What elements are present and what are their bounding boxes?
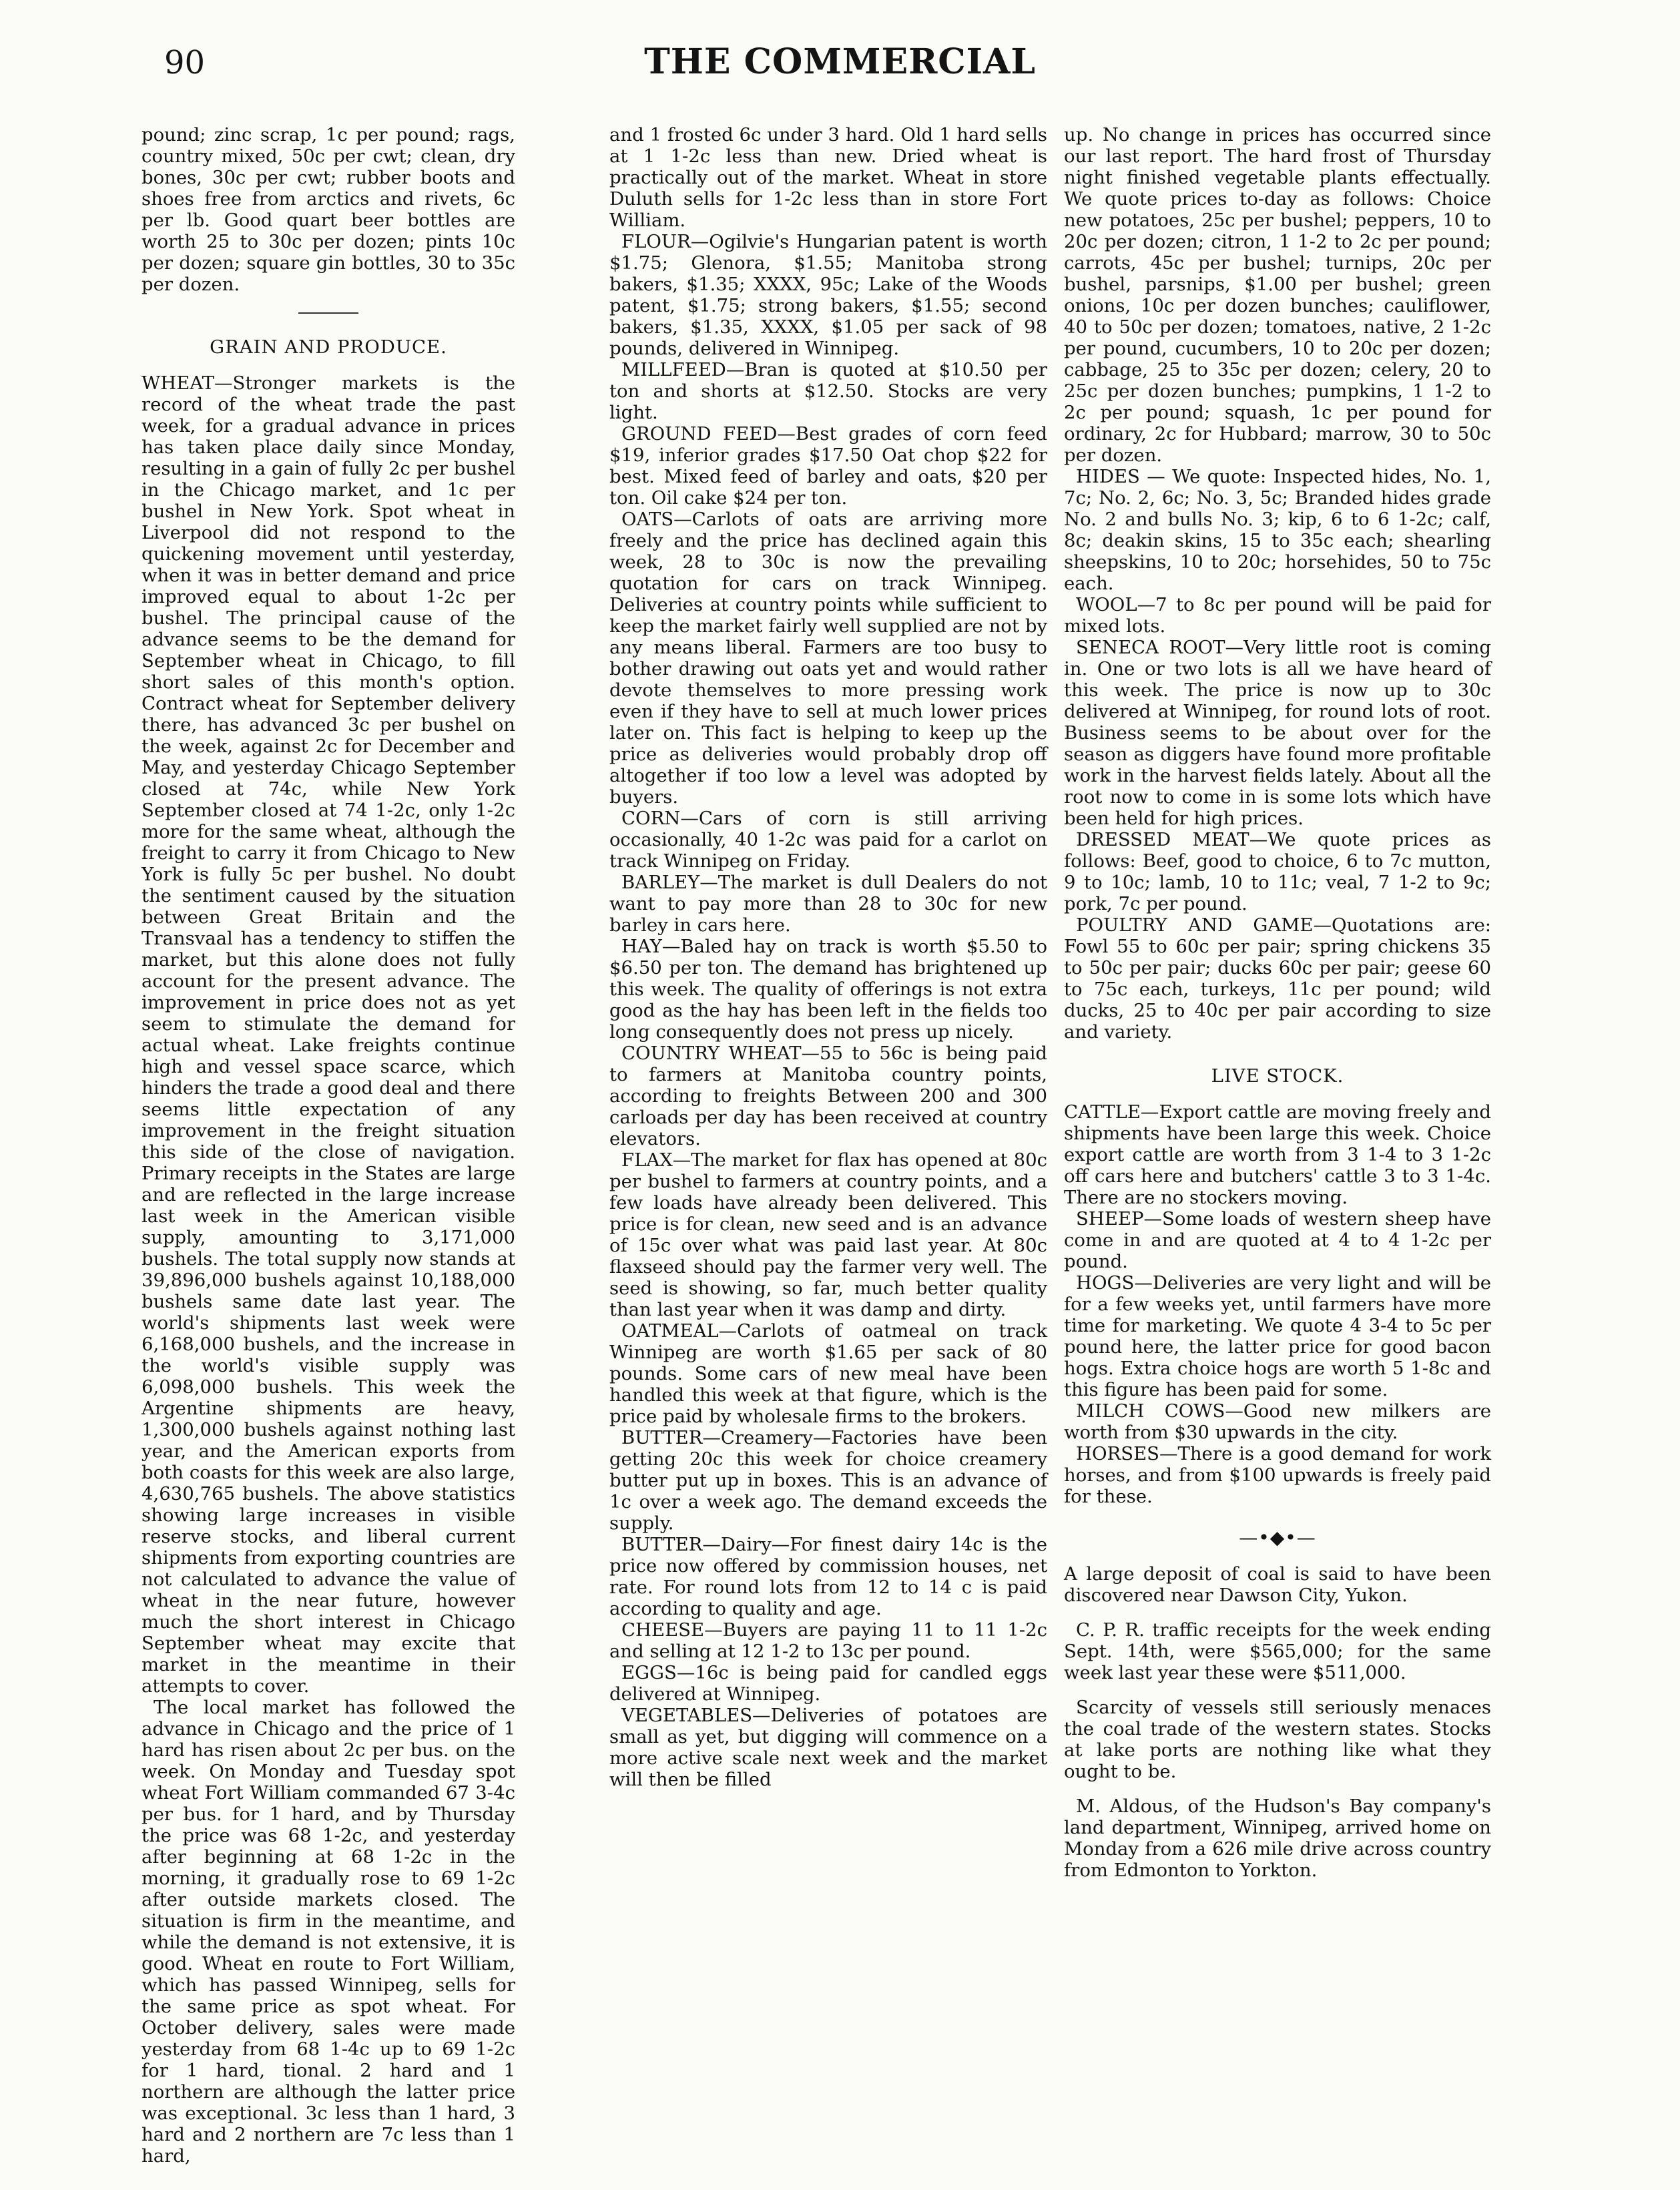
item-text: Some loads of western sheep have come in and are quoted at 4 to 4 1-2c per pound. <box>1064 1208 1491 1272</box>
item-text: Baled hay on track is worth $5.50 to $6.50 per ton. The demand has brightened up this week. The quality of offerings is not extra good as the hay has been left in the fields too long consequently does not press up nicely. <box>609 936 1047 1043</box>
paragraph: The local market has followed the advance in Chicago and the price of 1 hard has risen about 2c per bus. on the week. On Monday and Tuesday spot wheat Fort William commanded 67 3-4c per bus. for 1 hard, and by Thursday the price was 68 1-2c, and yesterday after beginning at 68 1-2c in the morning, it gradually rose to 69 1-2c after outside markets closed. The situation is firm in the meantime, and while the demand is not extensive, it is good. Wheat en route to Fort William, which has passed Winnipeg, sells for the same price as spot wheat. For October delivery, sales were made yesterday from 68 1-4c up to 69 1-2c for 1 hard, tional. 2 hard and 1 northern are although the latter price was exceptional. 3c less than 1 hard, 3 hard and 2 northern are 7c less than 1 hard, <box>142 1697 515 2167</box>
item-lead: CATTLE— <box>1064 1101 1159 1123</box>
item-lead: BUTTER— <box>621 1534 721 1555</box>
item-text: 7 to 8c per pound will be paid for mixed lots. <box>1064 594 1491 637</box>
butter-creamery-paragraph <box>609 1427 1047 1534</box>
flour-paragraph <box>609 231 1047 359</box>
item-lead: FLAX— <box>621 1149 691 1171</box>
paragraph: and 1 frosted 6c under 3 hard. Old 1 hard sells at 1 1-2c less than new. Dried wheat is practically out of the market. Wheat in store Duluth sells for 1-2c less than in store Fort William. <box>609 124 1047 231</box>
item-text: Cars of corn is still arriving occasionally, 40 1-2c was paid for a carlot on track Winnipeg on Friday. <box>609 808 1047 872</box>
item-text: Buyers are paying 11 to 11 1-2c and selling at 12 1-2 to 13c per pound. <box>609 1619 1047 1662</box>
item-text: Deliveries of potatoes are small as yet, but digging will commence on a more active scale next week and the market will then be filled <box>609 1705 1047 1790</box>
column-1 <box>142 124 515 2167</box>
item-lead: WHEAT— <box>142 372 233 394</box>
oats-paragraph <box>609 509 1047 808</box>
seneca-root-paragraph <box>1064 637 1491 829</box>
divider-rule <box>298 312 358 314</box>
item-lead: SENECA ROOT— <box>1076 637 1243 658</box>
item-lead: EGGS— <box>621 1662 695 1683</box>
item-text: The market for flax has opened at 80c per bushel to farmers at country points, and a few loads have already been delivered. This price is for clean, new seed and is an advance of 15c over what was paid last year. At 80c flaxseed should pay the farmer very well. The seed is showing, so far, much better quality than last year when it was damp and dirty. <box>609 1149 1047 1320</box>
corn-paragraph <box>609 808 1047 872</box>
news-item-aldous: M. Aldous, of the Hudson's Bay company's land department, Winnipeg, arrived home on Monday from a 626 mile drive across country from Edmonton to Yorkton. <box>1064 1796 1491 1881</box>
item-text: Deliveries are very light and will be for a few weeks yet, until farmers have more time for marketing. We quote 4 3-4 to 5c per pound here, the latter price for good bacon hogs. Extra choice hogs are worth 5 1-8c and this figure has been paid for some. <box>1064 1272 1491 1400</box>
item-text: 16c is being paid for candled eggs delivered at Winnipeg. <box>609 1662 1047 1705</box>
item-lead: MILLFEED— <box>621 359 745 380</box>
item-text: Quotations are: Fowl 55 to 60c per pair; spring chickens 35 to 50c per pair; ducks 60c per pair; geese 60 to 75c each, turkeys, 11c per pound; wild ducks, 25 to 40c per pair according to size and variety. <box>1064 914 1491 1043</box>
item-text: Good new milkers are worth from $30 upwards in the city. <box>1064 1400 1491 1443</box>
butter-dairy-paragraph <box>609 1534 1047 1619</box>
column-2 <box>609 124 1047 1790</box>
item-text: We quote: Inspected hides, No. 1, 7c; No. 2, 6c; No. 3, 5c; Branded hides grade No. 2 and bulls No. 3; kip, 6 to 6 1-2c; calf, 8c; deakin skins, 15 to 35c each; shearling sheepskins, 10 to 20c; horsehides, 50 to 75c each. <box>1064 466 1491 594</box>
country-wheat-paragraph <box>609 1043 1047 1149</box>
news-item-coal: A large deposit of coal is said to have been discovered near Dawson City, Yukon. <box>1064 1563 1491 1606</box>
milch-cows-paragraph <box>1064 1400 1491 1443</box>
section-heading-live-stock: LIVE STOCK. <box>1211 1065 1344 1087</box>
eggs-paragraph <box>609 1662 1047 1705</box>
hay-paragraph <box>609 936 1047 1043</box>
item-text: Stronger markets is the record of the wheat trade the past week, for a gradual advance in prices has taken place daily since Monday, resulting in a gain of fully 2c per bushel in the Chicago market, and 1c per bushel in New York. Spot wheat in Liverpool did not respond to the quickening movement until yesterday, when it was in better demand and price improved equal to about 1-2c per bushel. The principal cause of the advance seems to be the demand for September wheat in Chicago, to fill short sales of this month's option. Contract wheat for September delivery there, has advanced 3c per bushel on the week, against 2c for December and May, and yesterday Chicago September closed at 74c, while New York September closed at 74 1-2c, only 1-2c more for the same wheat, although the freight to carry it from Chicago to New York is fully 5c per bushel. No doubt the sentiment caused by the situation between Great Britain and the Transvaal has a tendency to stiffen the market, but this alone does not fully account for the present advance. The improvement in price does not as yet seem to stimulate the demand for actual wheat. Lake freights continue high and vessel space scarce, which hinders the trade a good deal and there seems little expectation of any improvement in the freight situation this side of the close of navigation. Primary receipts in the States are large and are reflected in the large increase last week in the American visible supply, amounting to 3,171,000 bushels. The total supply now stands at 39,896,000 bushels against 10,188,000 bushels same date last year. The world's shipments last week were 6,168,000 bushels, and the increase in the world's visible supply was 6,098,000 bushels. This week the Argentine shipments are heavy, 1,300,000 bushels against nothing last year, and the American exports from both coasts for this week are also large, 4,630,765 bushels. The above statistics showing large increases in visible reserve stocks, and liberal current shipments from exporting countries are not calculated to advance the value of wheat in the near future, however much the short interest in Chicago September wheat may excite that market in the meantime in their attempts to cover. <box>142 372 515 1697</box>
item-lead: OATS— <box>621 509 692 530</box>
item-text: Export cattle are moving freely and shipments have been large this week. Choice export cattle are worth from 3 1-4 to 3 1-2c off cars here and butchers' cattle 3 to 3 1-4c. There are no stockers moving. <box>1064 1101 1491 1208</box>
item-lead: CHEESE— <box>621 1619 723 1641</box>
item-lead: OATMEAL— <box>621 1320 738 1342</box>
item-lead: BARLEY— <box>621 872 718 893</box>
poultry-paragraph <box>1064 914 1491 1043</box>
masthead: THE COMMERCIAL <box>644 41 1036 82</box>
paragraph: up. No change in prices has occurred since our last report. The hard frost of Thursday night finished vegetable plants effectually. We quote prices to-day as follows: Choice new potatoes, 25c per bushel; peppers, 10 to 20c per dozen; citron, 1 1-2 to 2c per pound; carrots, 45c per bushel; turnips, 20c per bushel, parsnips, $1.00 per bushel; green onions, 10c per dozen bunches; cauliflower, 40 to 50c per dozen; tomatoes, native, 2 1-2c per pound, cucumbers, 10 to 20c per dozen; cabbage, 25 to 35c per dozen; celery, 20 to 25c per dozen bunches; pumpkins, 1 1-2 to 2c per pound; squash, 1c per pound for ordinary, 2c for Hubbard; marrow, 30 to 50c per dozen. <box>1064 124 1491 466</box>
news-item-vessels: Scarcity of vessels still seriously menaces the coal trade of the western states. Stocks at lake ports are nothing like what they ought to be. <box>1064 1697 1491 1782</box>
item-text: Creamery—Factories have been getting 20c this week for choice creamery butter put up in boxes. This is an advance of 1c over a week ago. The demand exceeds the supply. <box>609 1427 1047 1534</box>
item-text: We quote prices as follows: Beef, good to choice, 6 to 7c mutton, 9 to 10c; lamb, 10 to 11c; veal, 7 1-2 to 9c; pork, 7c per pound. <box>1064 829 1492 914</box>
hogs-paragraph <box>1064 1272 1491 1400</box>
wheat-paragraph <box>142 372 515 1697</box>
page-number: 90 <box>164 44 206 81</box>
item-text: Best grades of corn feed $19, inferior grades $17.50 Oat chop $22 for best. Mixed feed of barley and oats, $20 per ton. Oil cake $24 per ton. <box>609 423 1047 509</box>
item-lead: HAY— <box>621 936 681 957</box>
flax-paragraph <box>609 1149 1047 1320</box>
item-lead: HORSES— <box>1076 1443 1178 1464</box>
ornament-divider: —•◆•— <box>1239 1527 1316 1549</box>
millfeed-paragraph <box>609 359 1047 423</box>
item-text: Bran is quoted at $10.50 per ton and shorts at $12.50. Stocks are very light. <box>609 359 1047 423</box>
item-text: There is a good demand for work horses, and from $100 upwards is freely paid for these. <box>1064 1443 1491 1507</box>
item-lead: HOGS— <box>1076 1272 1153 1294</box>
ground-feed-paragraph <box>609 423 1047 509</box>
item-lead: WOOL— <box>1076 594 1156 615</box>
wool-paragraph <box>1064 594 1491 637</box>
item-lead: DRESSED MEAT— <box>1076 829 1268 850</box>
section-heading-grain: GRAIN AND PRODUCE. <box>210 336 447 358</box>
item-text: Ogilvie's Hungarian patent is worth $1.75; Glenora, $1.55; Manitoba strong bakers, $1.35; XXXX, 95c; Lake of the Woods patent, $1.75; strong bakers, $1.55; second bakers, $1.35, XXXX, $1.05 per sack of 98 pounds, delivered in Winnipeg. <box>609 231 1047 359</box>
horses-paragraph <box>1064 1443 1491 1507</box>
item-lead: GROUND FEED— <box>621 423 796 445</box>
cattle-paragraph <box>1064 1101 1491 1208</box>
item-lead: HIDES — <box>1076 466 1173 487</box>
item-lead: MILCH COWS— <box>1076 1400 1243 1422</box>
hides-paragraph <box>1064 466 1491 594</box>
cheese-paragraph <box>609 1619 1047 1662</box>
vegetables-paragraph <box>609 1705 1047 1790</box>
item-lead: SHEEP— <box>1076 1208 1162 1229</box>
item-lead: CORN— <box>621 808 699 829</box>
paragraph: pound; zinc scrap, 1c per pound; rags, country mixed, 50c per cwt; clean, dry bones, 30c per cwt; rubber boots and shoes free from arctics and rivets, 6c per lb. Good quart beer bottles are worth 25 to 30c per dozen; pints 10c per dozen; square gin bottles, 30 to 35c per dozen. <box>142 124 515 295</box>
item-text: Carlots of oats are arriving more freely and the price has declined again this week, 28 to 30c is now the prevailing quotation for cars on track Winnipeg. Deliveries at country points while sufficient to keep the market fairly well supplied are not by any means liberal. Farmers are too busy to bother drawing out oats yet and would rather devote themselves to more pressing work even if they have to sell at much lower prices later on. This fact is helping to keep up the price as deliveries would probably drop off altogether if too low a level was adopted by buyers. <box>609 509 1047 808</box>
item-text: Very little root is coming in. One or two lots is all we have heard of this week. The price is now up to 30c delivered at Winnipeg, for round lots of root. Business seems to be about over for the season as diggers have found more profitable work in the harvest fields lately. About all the root now to come in is some lots which have been held for high prices. <box>1064 637 1491 829</box>
news-item-cpr: C. P. R. traffic receipts for the week ending Sept. 14th, were $565,000; for the same week last year these were $511,000. <box>1064 1619 1491 1683</box>
item-lead: COUNTRY WHEAT— <box>621 1043 820 1064</box>
item-lead: BUTTER— <box>621 1427 721 1448</box>
item-text: Dairy—For finest dairy 14c is the price now offered by commission houses, net rate. For round lots from 12 to 14 c is paid according to quality and age. <box>609 1534 1047 1619</box>
item-text: The market is dull Dealers do not want to pay more than 28 to 30c for new barley in cars here. <box>609 872 1047 936</box>
item-lead: POULTRY AND GAME— <box>1076 914 1332 936</box>
barley-paragraph <box>609 872 1047 936</box>
item-text: Carlots of oatmeal on track Winnipeg are worth $1.65 per sack of 80 pounds. Some cars of new meal have been handled this week at that figure, which is the price paid by wholesale firms to the brokers. <box>609 1320 1047 1427</box>
item-lead: FLOUR— <box>621 231 710 252</box>
sheep-paragraph <box>1064 1208 1491 1272</box>
item-text: 55 to 56c is being paid to farmers at Manitoba country points, according to freights Between 200 and 300 carloads per day has been received at country elevators. <box>609 1043 1047 1149</box>
oatmeal-paragraph <box>609 1320 1047 1427</box>
dressed-meat-paragraph <box>1064 829 1491 914</box>
column-3 <box>1064 124 1491 1881</box>
item-lead: VEGETABLES— <box>621 1705 771 1726</box>
